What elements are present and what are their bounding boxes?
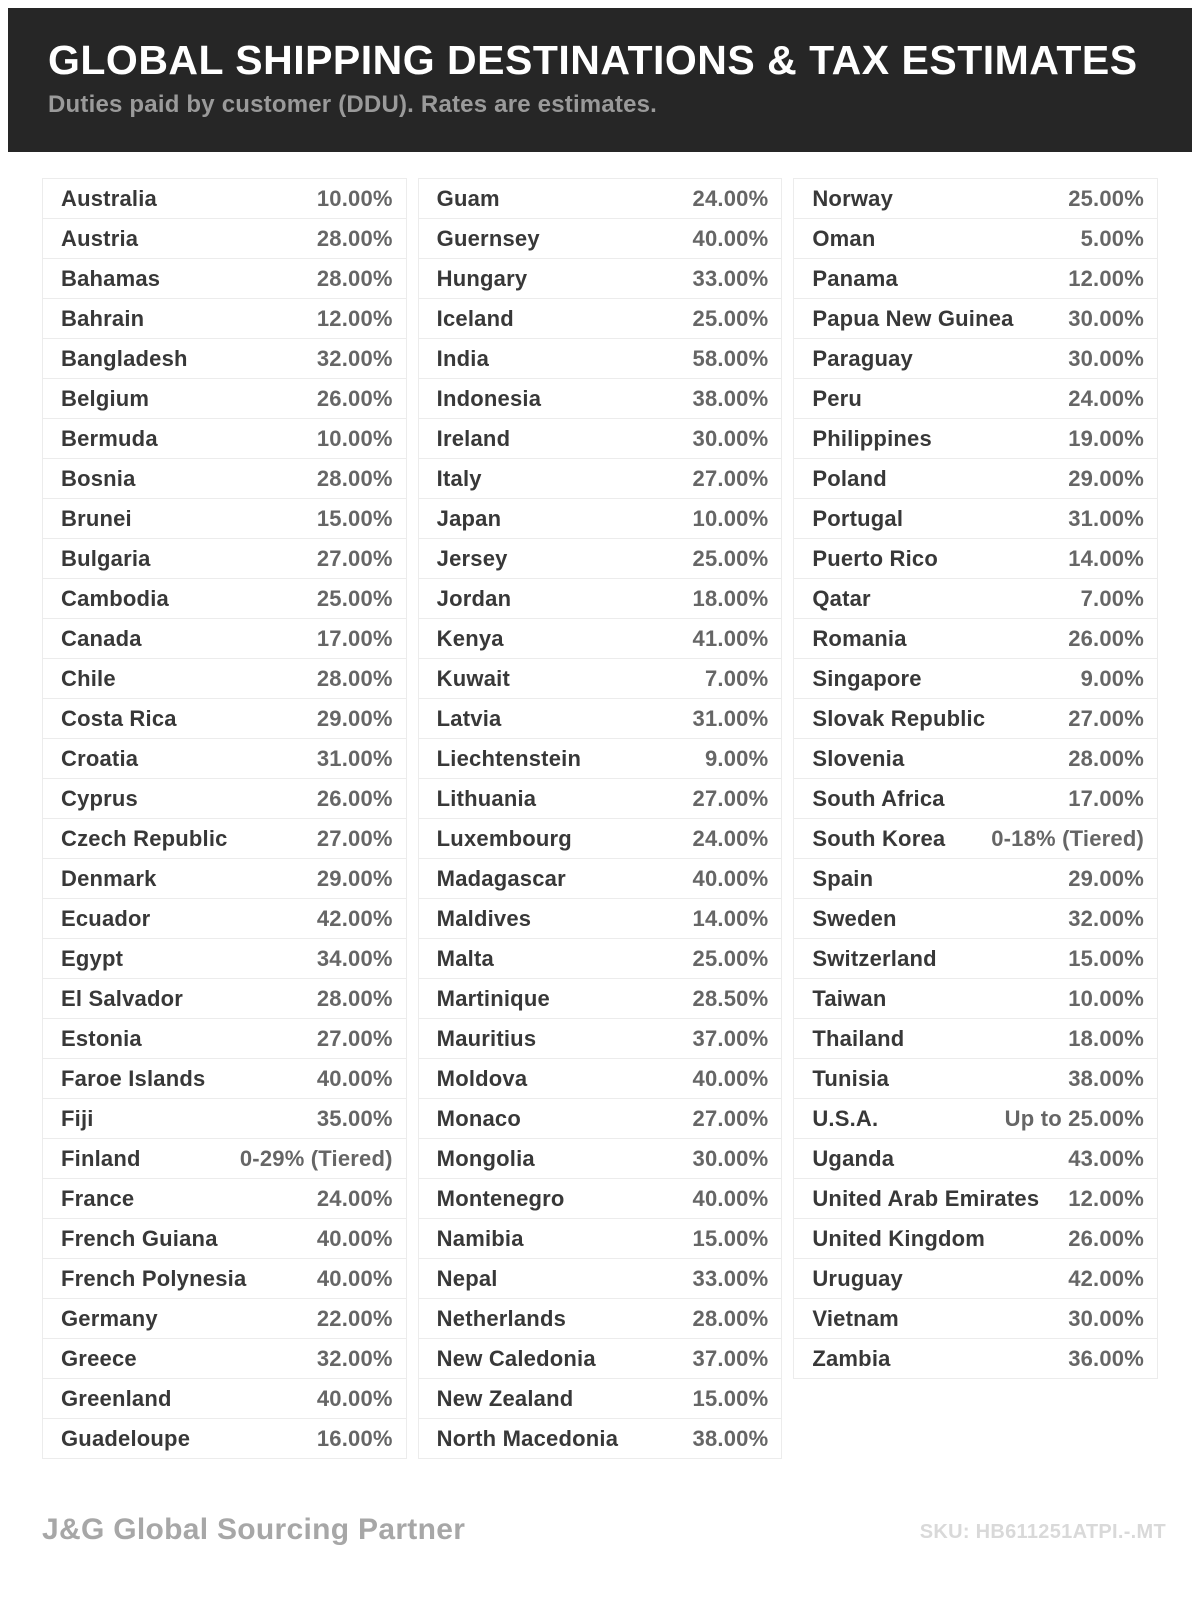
table-row bbox=[418, 218, 783, 259]
table-row bbox=[793, 298, 1158, 339]
tax-rate: 26.00% bbox=[316, 785, 393, 811]
country-name: Bulgaria bbox=[61, 545, 151, 571]
table-row bbox=[418, 178, 783, 219]
page-subtitle: Duties paid by customer (DDU). Rates are estimates. bbox=[48, 91, 658, 119]
tax-rate: 5.00% bbox=[1080, 225, 1145, 251]
table-row bbox=[418, 418, 783, 459]
table-row bbox=[418, 858, 783, 899]
table-row bbox=[793, 538, 1158, 579]
tax-rate: 33.00% bbox=[692, 1265, 769, 1291]
country-name: Norway bbox=[812, 185, 894, 211]
table-row bbox=[793, 338, 1158, 379]
country-name: Japan bbox=[436, 505, 502, 531]
tax-rate: 27.00% bbox=[316, 545, 393, 571]
tax-rate: 38.00% bbox=[692, 385, 769, 411]
country-name: Ireland bbox=[436, 425, 511, 451]
country-name: Finland bbox=[61, 1145, 141, 1171]
tax-rate: 28.50% bbox=[692, 985, 769, 1011]
table-row bbox=[793, 618, 1158, 659]
tax-rate: 24.00% bbox=[316, 1185, 393, 1211]
country-name: Fiji bbox=[61, 1105, 94, 1131]
footer bbox=[0, 1513, 1200, 1547]
tax-rate: 17.00% bbox=[316, 625, 393, 651]
table-row bbox=[42, 338, 407, 379]
tax-rate: 40.00% bbox=[316, 1385, 393, 1411]
country-name: Peru bbox=[812, 385, 863, 411]
table-row bbox=[42, 1378, 407, 1419]
tax-rate: 40.00% bbox=[692, 225, 769, 251]
table-row bbox=[42, 938, 407, 979]
country-name: Netherlands bbox=[436, 1305, 567, 1331]
sku-label: SKU: HB611251ATPI.-.MT bbox=[919, 1521, 1166, 1543]
country-name: French Guiana bbox=[61, 1225, 218, 1251]
table-row bbox=[42, 978, 407, 1019]
tax-rate: 40.00% bbox=[692, 1065, 769, 1091]
tax-rate: 28.00% bbox=[692, 1305, 769, 1331]
table-row bbox=[42, 1418, 407, 1459]
tax-rate: 31.00% bbox=[1068, 505, 1145, 531]
country-name: Qatar bbox=[812, 585, 871, 611]
table-row bbox=[418, 258, 783, 299]
country-name: Czech Republic bbox=[61, 825, 228, 851]
country-name: Martinique bbox=[436, 985, 550, 1011]
table-row bbox=[793, 978, 1158, 1019]
rates-column-2 bbox=[418, 178, 783, 1459]
country-name: Estonia bbox=[61, 1025, 142, 1051]
country-name: Sweden bbox=[812, 905, 897, 931]
tax-rate: Up to 25.00% bbox=[1004, 1105, 1145, 1131]
table-row bbox=[418, 978, 783, 1019]
country-name: Bahrain bbox=[61, 305, 145, 331]
table-row bbox=[418, 458, 783, 499]
table-row bbox=[793, 498, 1158, 539]
country-name: Greenland bbox=[61, 1385, 172, 1411]
tax-rate: 14.00% bbox=[692, 905, 769, 931]
country-name: Zambia bbox=[812, 1345, 891, 1371]
country-name: Guadeloupe bbox=[61, 1425, 191, 1451]
tax-rate: 43.00% bbox=[1068, 1145, 1145, 1171]
tax-rate: 18.00% bbox=[692, 585, 769, 611]
country-name: U.S.A. bbox=[812, 1105, 879, 1131]
country-name: New Caledonia bbox=[436, 1345, 596, 1371]
table-row bbox=[793, 1298, 1158, 1339]
tax-rate: 16.00% bbox=[316, 1425, 393, 1451]
country-name: Spain bbox=[812, 865, 874, 891]
country-name: Kenya bbox=[436, 625, 504, 651]
table-row bbox=[418, 1058, 783, 1099]
country-name: El Salvador bbox=[61, 985, 184, 1011]
table-row bbox=[42, 1058, 407, 1099]
country-name: Hungary bbox=[436, 265, 528, 291]
tax-rate: 35.00% bbox=[316, 1105, 393, 1131]
country-name: Latvia bbox=[436, 705, 502, 731]
country-name: Philippines bbox=[812, 425, 932, 451]
tax-rate: 28.00% bbox=[316, 265, 393, 291]
brand-name: J&G Global Sourcing Partner bbox=[42, 1513, 466, 1546]
page-title: GLOBAL SHIPPING DESTINATIONS & TAX ESTIMATES bbox=[48, 37, 1138, 83]
table-row bbox=[42, 1298, 407, 1339]
table-row bbox=[42, 698, 407, 739]
table-row bbox=[418, 1098, 783, 1139]
table-row bbox=[42, 498, 407, 539]
tax-rate: 28.00% bbox=[1068, 745, 1145, 771]
country-name: Maldives bbox=[436, 905, 532, 931]
tax-rate: 42.00% bbox=[316, 905, 393, 931]
table-row bbox=[42, 578, 407, 619]
table-row bbox=[793, 178, 1158, 219]
tax-rate: 24.00% bbox=[1068, 385, 1145, 411]
tax-rate: 9.00% bbox=[704, 745, 769, 771]
country-name: Romania bbox=[812, 625, 907, 651]
country-name: Greece bbox=[61, 1345, 137, 1371]
table-row bbox=[42, 1018, 407, 1059]
country-name: Tunisia bbox=[812, 1065, 890, 1091]
tax-rate: 30.00% bbox=[1068, 1305, 1145, 1331]
table-row bbox=[418, 378, 783, 419]
tax-rate: 24.00% bbox=[692, 825, 769, 851]
table-row bbox=[418, 538, 783, 579]
tax-rate: 32.00% bbox=[1068, 905, 1145, 931]
tax-rate: 26.00% bbox=[1068, 1225, 1145, 1251]
table-row bbox=[418, 658, 783, 699]
rates-column-1 bbox=[42, 178, 407, 1459]
table-row bbox=[42, 618, 407, 659]
country-name: North Macedonia bbox=[436, 1425, 619, 1451]
tax-rate: 9.00% bbox=[1080, 665, 1145, 691]
table-row bbox=[793, 378, 1158, 419]
country-name: Vietnam bbox=[812, 1305, 899, 1331]
tax-rate: 40.00% bbox=[692, 1185, 769, 1211]
table-row bbox=[418, 738, 783, 779]
table-row bbox=[793, 258, 1158, 299]
tax-rate: 22.00% bbox=[316, 1305, 393, 1331]
tax-rate: 58.00% bbox=[692, 345, 769, 371]
country-name: Switzerland bbox=[812, 945, 937, 971]
table-row bbox=[418, 818, 783, 859]
table-row bbox=[418, 1018, 783, 1059]
tax-rate: 27.00% bbox=[692, 465, 769, 491]
table-row bbox=[418, 1178, 783, 1219]
country-name: Guam bbox=[436, 185, 500, 211]
country-name: Indonesia bbox=[436, 385, 542, 411]
table-row bbox=[42, 178, 407, 219]
tax-rate: 27.00% bbox=[1068, 705, 1145, 731]
table-row bbox=[418, 1418, 783, 1459]
table-row bbox=[42, 458, 407, 499]
tax-rate: 33.00% bbox=[692, 265, 769, 291]
table-row bbox=[418, 1138, 783, 1179]
table-row bbox=[418, 1338, 783, 1379]
tax-rate: 30.00% bbox=[692, 425, 769, 451]
header-banner bbox=[8, 8, 1192, 152]
country-name: Madagascar bbox=[436, 865, 566, 891]
country-name: Puerto Rico bbox=[812, 545, 939, 571]
tax-rate: 37.00% bbox=[692, 1345, 769, 1371]
country-name: Bermuda bbox=[61, 425, 158, 451]
country-name: Portugal bbox=[812, 505, 904, 531]
country-name: Singapore bbox=[812, 665, 922, 691]
table-row bbox=[793, 738, 1158, 779]
tax-rate: 17.00% bbox=[1068, 785, 1145, 811]
country-name: Montenegro bbox=[436, 1185, 565, 1211]
country-name: Austria bbox=[61, 225, 139, 251]
country-name: Croatia bbox=[61, 745, 139, 771]
country-name: Papua New Guinea bbox=[812, 305, 1014, 331]
tax-rate: 37.00% bbox=[692, 1025, 769, 1051]
tax-rate: 29.00% bbox=[1068, 465, 1145, 491]
table-row bbox=[793, 698, 1158, 739]
table-row bbox=[418, 618, 783, 659]
tax-rate: 32.00% bbox=[316, 1345, 393, 1371]
tax-rate: 34.00% bbox=[316, 945, 393, 971]
tax-rate: 28.00% bbox=[316, 225, 393, 251]
tax-rate: 27.00% bbox=[316, 1025, 393, 1051]
table-row bbox=[793, 578, 1158, 619]
country-name: Bangladesh bbox=[61, 345, 188, 371]
country-name: United Kingdom bbox=[812, 1225, 986, 1251]
tax-rate: 41.00% bbox=[692, 625, 769, 651]
tax-rate: 12.00% bbox=[1068, 1185, 1145, 1211]
tax-rate: 29.00% bbox=[316, 705, 393, 731]
country-name: Malta bbox=[436, 945, 494, 971]
country-name: Cambodia bbox=[61, 585, 169, 611]
table-row bbox=[418, 1258, 783, 1299]
country-name: Denmark bbox=[61, 865, 157, 891]
tax-rate: 25.00% bbox=[316, 585, 393, 611]
table-row bbox=[42, 818, 407, 859]
tax-rate: 31.00% bbox=[316, 745, 393, 771]
table-row bbox=[793, 1178, 1158, 1219]
tax-rate: 14.00% bbox=[1068, 545, 1145, 571]
tax-rate: 18.00% bbox=[1068, 1025, 1145, 1051]
country-name: Paraguay bbox=[812, 345, 913, 371]
tax-rate: 15.00% bbox=[1068, 945, 1145, 971]
table-row bbox=[793, 418, 1158, 459]
table-row bbox=[793, 458, 1158, 499]
table-row bbox=[42, 1258, 407, 1299]
tax-rate: 30.00% bbox=[692, 1145, 769, 1171]
table-row bbox=[793, 1018, 1158, 1059]
country-name: Mauritius bbox=[436, 1025, 537, 1051]
country-name: Jordan bbox=[436, 585, 512, 611]
table-row bbox=[42, 1218, 407, 1259]
country-name: South Korea bbox=[812, 825, 946, 851]
country-name: Faroe Islands bbox=[61, 1065, 206, 1091]
table-row bbox=[42, 418, 407, 459]
country-name: South Africa bbox=[812, 785, 945, 811]
table-row bbox=[42, 658, 407, 699]
table-row bbox=[793, 858, 1158, 899]
country-name: Cyprus bbox=[61, 785, 138, 811]
country-name: United Arab Emirates bbox=[812, 1185, 1040, 1211]
table-row bbox=[793, 1098, 1158, 1139]
table-row bbox=[793, 1218, 1158, 1259]
tax-rate: 26.00% bbox=[316, 385, 393, 411]
country-name: India bbox=[436, 345, 490, 371]
tax-rate: 27.00% bbox=[692, 1105, 769, 1131]
tax-rate: 25.00% bbox=[692, 945, 769, 971]
country-name: Slovenia bbox=[812, 745, 905, 771]
tax-rate: 38.00% bbox=[692, 1425, 769, 1451]
table-row bbox=[42, 258, 407, 299]
tax-rate: 26.00% bbox=[1068, 625, 1145, 651]
tax-rate: 12.00% bbox=[1068, 265, 1145, 291]
tax-rate: 40.00% bbox=[316, 1225, 393, 1251]
tax-rate: 40.00% bbox=[692, 865, 769, 891]
country-name: Ecuador bbox=[61, 905, 151, 931]
country-name: Uruguay bbox=[812, 1265, 903, 1291]
table-row bbox=[793, 658, 1158, 699]
country-name: Taiwan bbox=[812, 985, 887, 1011]
tax-rate: 0-29% (Tiered) bbox=[239, 1145, 393, 1171]
country-name: Uganda bbox=[812, 1145, 895, 1171]
table-row bbox=[418, 898, 783, 939]
country-name: Canada bbox=[61, 625, 142, 651]
tax-rate: 27.00% bbox=[692, 785, 769, 811]
tax-rate: 10.00% bbox=[316, 425, 393, 451]
tax-rate: 25.00% bbox=[1068, 185, 1145, 211]
tax-rate: 19.00% bbox=[1068, 425, 1145, 451]
tax-rate: 42.00% bbox=[1068, 1265, 1145, 1291]
table-row bbox=[793, 1258, 1158, 1299]
tax-rate: 25.00% bbox=[692, 545, 769, 571]
tax-rate: 15.00% bbox=[692, 1385, 769, 1411]
table-row bbox=[418, 778, 783, 819]
table-row bbox=[418, 938, 783, 979]
country-name: Guernsey bbox=[436, 225, 540, 251]
country-name: Germany bbox=[61, 1305, 158, 1331]
country-name: France bbox=[61, 1185, 135, 1211]
country-name: Brunei bbox=[61, 505, 132, 531]
tax-rate: 12.00% bbox=[316, 305, 393, 331]
tax-rate: 24.00% bbox=[692, 185, 769, 211]
table-row bbox=[42, 378, 407, 419]
tax-rate: 25.00% bbox=[692, 305, 769, 331]
table-row bbox=[42, 538, 407, 579]
country-name: Monaco bbox=[436, 1105, 521, 1131]
country-name: Panama bbox=[812, 265, 898, 291]
table-row bbox=[42, 1138, 407, 1179]
tax-rate: 27.00% bbox=[316, 825, 393, 851]
table-row bbox=[418, 338, 783, 379]
country-name: Chile bbox=[61, 665, 116, 691]
table-row bbox=[793, 778, 1158, 819]
country-name: Lithuania bbox=[436, 785, 537, 811]
table-row bbox=[793, 818, 1158, 859]
tax-rate: 10.00% bbox=[1068, 985, 1145, 1011]
table-row bbox=[42, 298, 407, 339]
table-row bbox=[418, 698, 783, 739]
table-row bbox=[418, 298, 783, 339]
country-name: Iceland bbox=[436, 305, 514, 331]
country-name: Italy bbox=[436, 465, 482, 491]
country-name: Slovak Republic bbox=[812, 705, 986, 731]
table-row bbox=[42, 898, 407, 939]
tax-rate: 36.00% bbox=[1068, 1345, 1145, 1371]
tax-rate: 15.00% bbox=[692, 1225, 769, 1251]
tax-rate: 10.00% bbox=[316, 185, 393, 211]
tax-rate: 15.00% bbox=[316, 505, 393, 531]
country-name: Mongolia bbox=[436, 1145, 535, 1171]
country-name: Oman bbox=[812, 225, 876, 251]
tax-rate: 29.00% bbox=[1068, 865, 1145, 891]
country-name: Bahamas bbox=[61, 265, 161, 291]
table-row bbox=[418, 1218, 783, 1259]
table-row bbox=[793, 898, 1158, 939]
country-name: Poland bbox=[812, 465, 887, 491]
tax-rate: 29.00% bbox=[316, 865, 393, 891]
tax-rate: 28.00% bbox=[316, 665, 393, 691]
table-row bbox=[418, 578, 783, 619]
tax-rate: 30.00% bbox=[1068, 345, 1145, 371]
country-name: Kuwait bbox=[436, 665, 510, 691]
tax-rate: 31.00% bbox=[692, 705, 769, 731]
tax-rate: 38.00% bbox=[1068, 1065, 1145, 1091]
tax-rate: 7.00% bbox=[1080, 585, 1145, 611]
country-name: Thailand bbox=[812, 1025, 905, 1051]
country-name: Bosnia bbox=[61, 465, 136, 491]
table-row bbox=[418, 1378, 783, 1419]
country-name: Costa Rica bbox=[61, 705, 177, 731]
tax-rate: 7.00% bbox=[704, 665, 769, 691]
table-row bbox=[418, 1298, 783, 1339]
table-row bbox=[42, 858, 407, 899]
table-row bbox=[42, 738, 407, 779]
rates-column-3 bbox=[793, 178, 1158, 1379]
country-name: Belgium bbox=[61, 385, 150, 411]
table-row bbox=[42, 778, 407, 819]
shipping-tax-infographic bbox=[0, 8, 1200, 1600]
country-name: Liechtenstein bbox=[436, 745, 582, 771]
country-name: Australia bbox=[61, 185, 157, 211]
table-row bbox=[42, 1338, 407, 1379]
tax-rate: 10.00% bbox=[692, 505, 769, 531]
table-row bbox=[42, 218, 407, 259]
tax-rate: 40.00% bbox=[316, 1065, 393, 1091]
country-name: French Polynesia bbox=[61, 1265, 247, 1291]
table-row bbox=[42, 1098, 407, 1139]
rates-table bbox=[0, 178, 1200, 1459]
tax-rate: 30.00% bbox=[1068, 305, 1145, 331]
tax-rate: 0-18% (Tiered) bbox=[991, 825, 1145, 851]
country-name: Jersey bbox=[436, 545, 508, 571]
country-name: Luxembourg bbox=[436, 825, 572, 851]
table-row bbox=[793, 1338, 1158, 1379]
tax-rate: 40.00% bbox=[316, 1265, 393, 1291]
country-name: Egypt bbox=[61, 945, 124, 971]
tax-rate: 28.00% bbox=[316, 985, 393, 1011]
country-name: New Zealand bbox=[436, 1385, 574, 1411]
tax-rate: 32.00% bbox=[316, 345, 393, 371]
table-row bbox=[793, 1138, 1158, 1179]
country-name: Nepal bbox=[436, 1265, 498, 1291]
table-row bbox=[418, 498, 783, 539]
table-row bbox=[793, 218, 1158, 259]
country-name: Namibia bbox=[436, 1225, 524, 1251]
table-row bbox=[793, 938, 1158, 979]
tax-rate: 28.00% bbox=[316, 465, 393, 491]
table-row bbox=[793, 1058, 1158, 1099]
country-name: Moldova bbox=[436, 1065, 528, 1091]
table-row bbox=[42, 1178, 407, 1219]
